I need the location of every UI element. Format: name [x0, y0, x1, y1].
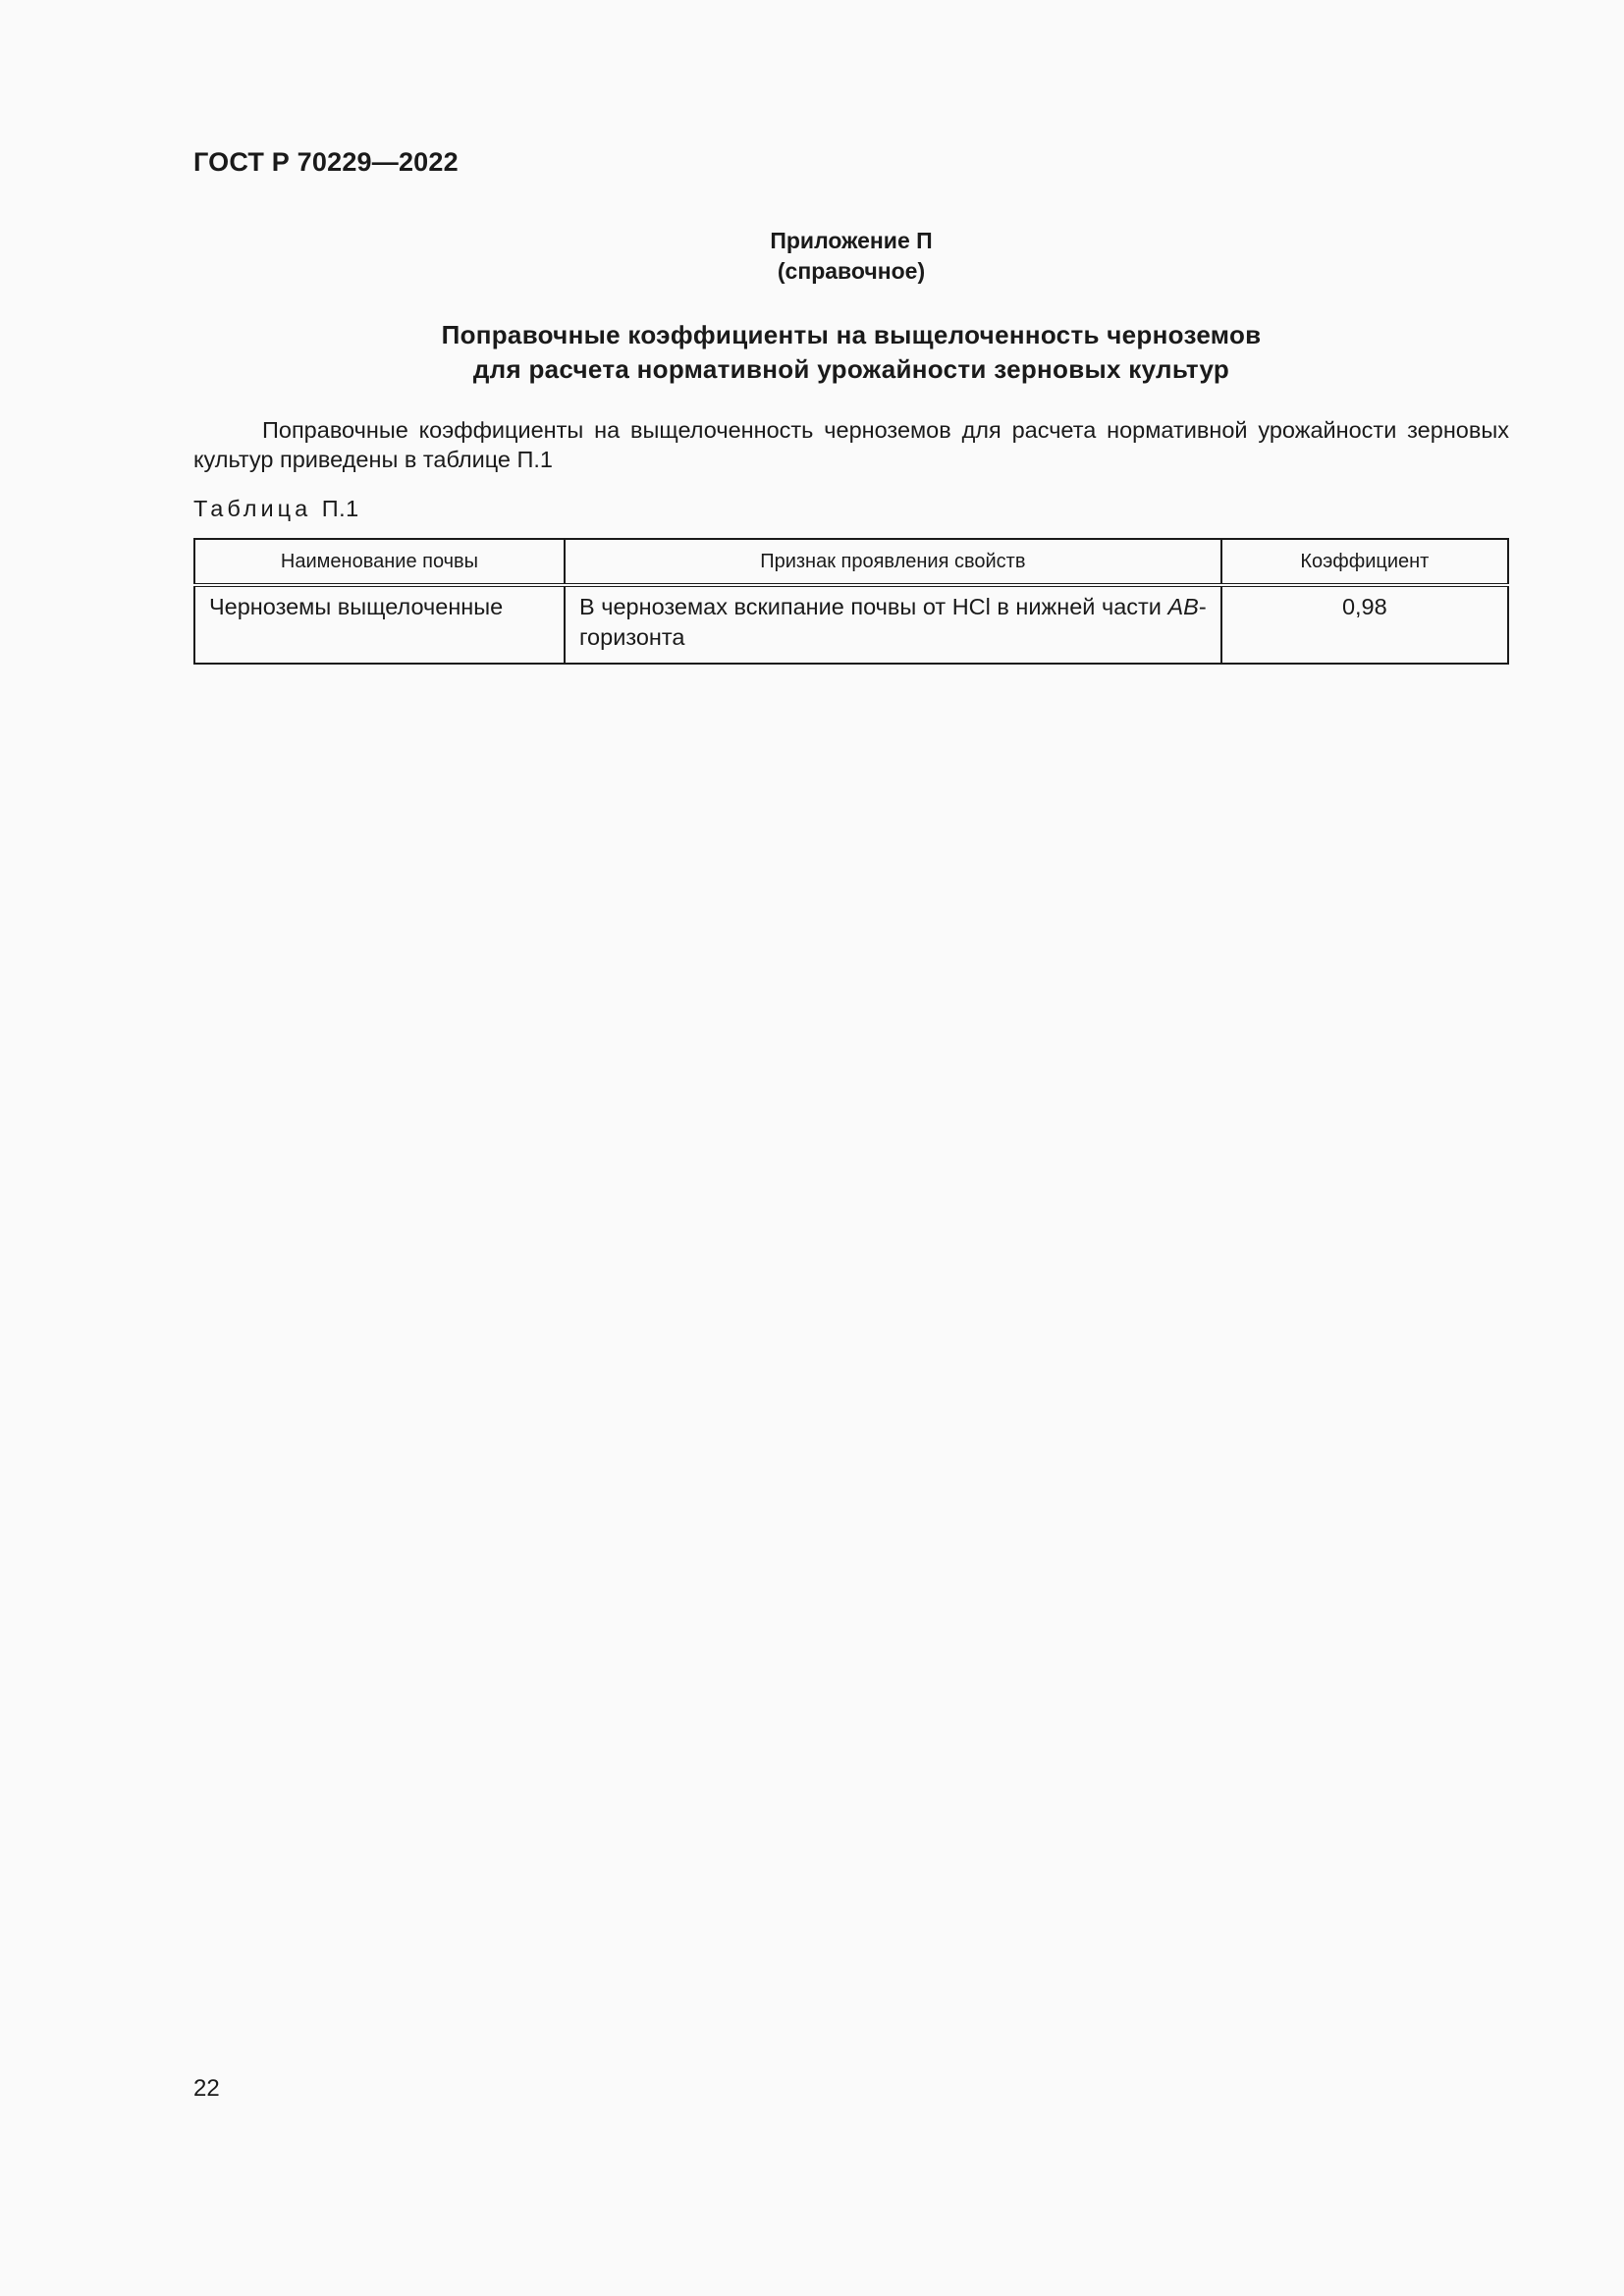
- table-caption: [193, 496, 359, 522]
- document-code: ГОСТ Р 70229—2022: [193, 147, 459, 177]
- section-title-line-2: для расчета нормативной урожайности зерновых культур: [472, 354, 1230, 384]
- page-number: 22: [193, 2075, 220, 2102]
- appendix-subtitle: (справочное): [777, 258, 926, 284]
- section-title-line-1: Поправочные коэффициенты на выщелоченность черноземов: [441, 320, 1262, 349]
- appendix-title: Приложение П: [770, 228, 933, 253]
- appendix-heading: [193, 226, 1509, 287]
- column-header-coefficient: Коэффициент: [1221, 539, 1508, 585]
- cell-sign-horizon: AB: [1167, 594, 1199, 619]
- cell-sign-text: В черноземах вскипание почвы от HCl в нижней части: [579, 594, 1162, 619]
- cell-sign: [565, 585, 1221, 664]
- coefficients-table: [193, 538, 1509, 665]
- section-title: [193, 318, 1509, 387]
- intro-paragraph-text: Поправочные коэффициенты на выщелоченность черноземов для расчета нормативной урожайности зерновых культур приведены в таблице П.1: [193, 417, 1509, 472]
- table-row: [194, 585, 1508, 664]
- intro-paragraph: [193, 415, 1509, 474]
- cell-sign-suffix: -горизонта: [579, 594, 1207, 650]
- table-caption-word: Таблица: [193, 496, 312, 521]
- table-caption-number: П.1: [321, 496, 359, 521]
- table-header-row: [194, 539, 1508, 585]
- column-header-soil: Наименование почвы: [194, 539, 565, 585]
- cell-soil: Черноземы выщелоченные: [194, 585, 565, 664]
- column-header-sign: Признак проявления свойств: [565, 539, 1221, 585]
- cell-coefficient: 0,98: [1221, 585, 1508, 664]
